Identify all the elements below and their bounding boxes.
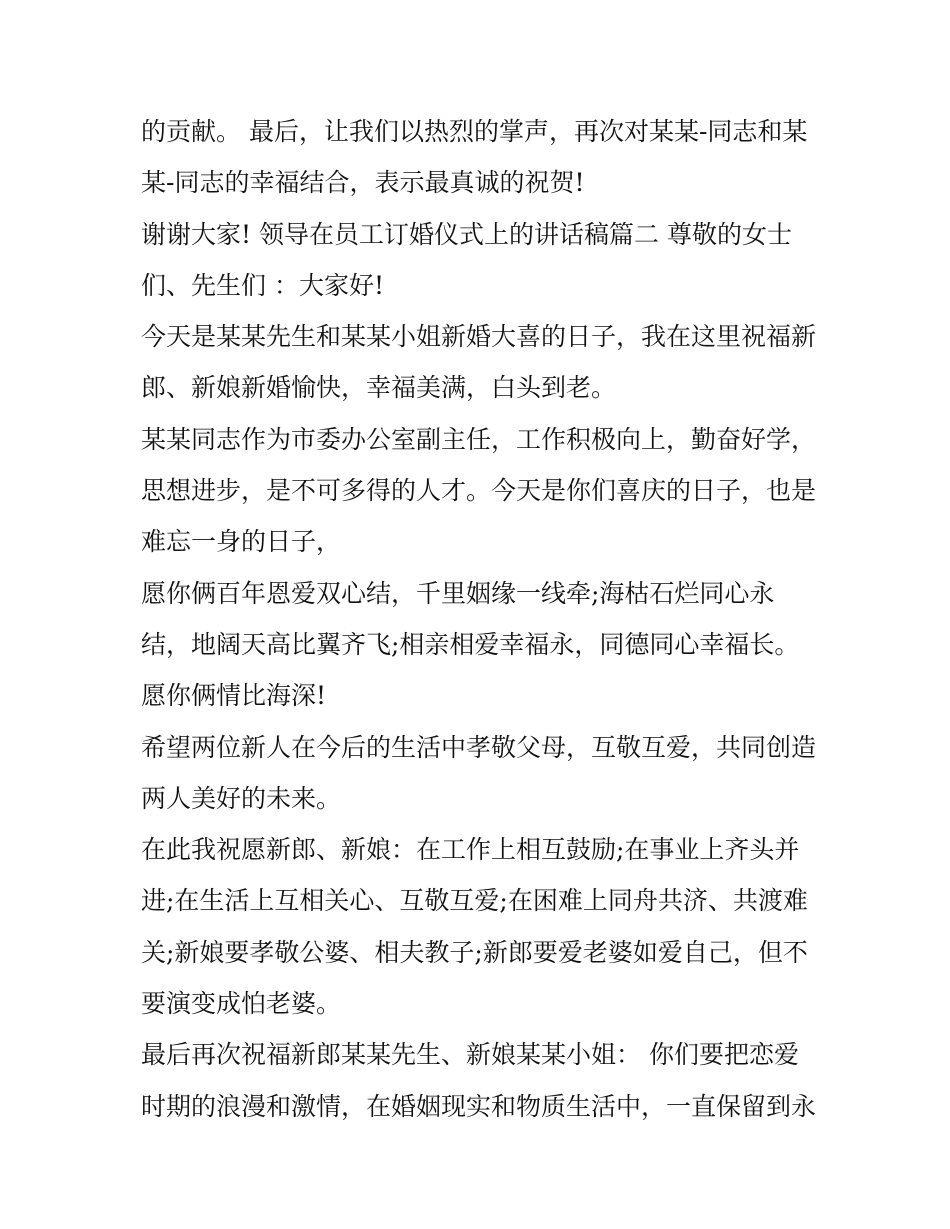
text-line-11: 结，地阔天高比翼齐飞;相亲相爱幸福永，同德同心幸福长。 (141, 629, 800, 659)
document-body (141, 106, 831, 1132)
text-line-15: 在此我祝愿新郎、新娘：在工作上相互鼓励;在事业上齐头并 (141, 835, 800, 865)
text-line-8: 思想进步，是不可多得的人才。今天是你们喜庆的日子，也是 (141, 476, 817, 506)
text-line-19: 最后再次祝福新郎某某先生、新娘某某小姐： 你们要把恋爱 (141, 1040, 799, 1070)
text-line-1: 的贡献。 最后，让我们以热烈的掌声，再次对某某-同志和某 (141, 117, 808, 146)
text-line-16: 进;在生活上互相关心、互敬互爱;在困难上同舟共济、共渡难 (141, 886, 808, 916)
text-line-4: 们、先生们 ：大家好! (141, 270, 384, 300)
text-line-17: 关;新娘要孝敬公婆、相夫教子;新郎要爱老婆如爱自己，但不 (141, 937, 808, 967)
text-line-5: 今天是某某先生和某某小姐新婚大喜的日子，我在这里祝福新 (141, 322, 817, 352)
text-line-14: 两人美好的未来。 (141, 783, 342, 813)
text-line-3: 谢谢大家! 领导在员工订婚仪式上的讲话稿篇二 尊敬的女士 (141, 219, 792, 249)
text-line-12: 愿你俩情比海深! (141, 681, 327, 711)
text-line-2: 某-同志的幸福结合，表示最真诚的祝贺! (141, 168, 585, 198)
text-line-7: 某某同志作为市委办公室副主任，工作积极向上，勤奋好学， (141, 424, 817, 454)
text-line-18: 要演变成怕老婆。 (141, 989, 342, 1019)
text-line-13: 希望两位新人在今后的生活中孝敬父母，互敬互爱，共同创造 (141, 732, 817, 762)
text-line-6: 郎、新娘新婚愉快，幸福美满，白头到老。 (141, 373, 617, 403)
text-line-9: 难忘一身的日子， (141, 527, 342, 557)
text-line-10: 愿你俩百年恩爱双心结，千里姻缘一线牵;海枯石烂同心永 (141, 578, 775, 608)
text-line-20: 时期的浪漫和激情，在婚姻现实和物质生活中，一直保留到永 (141, 1091, 817, 1121)
